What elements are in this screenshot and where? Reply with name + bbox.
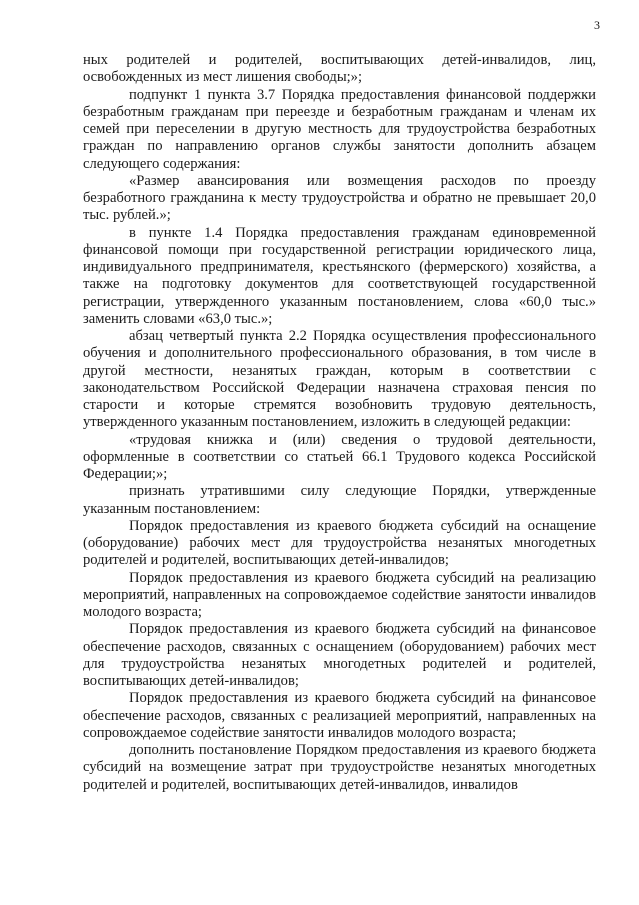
paragraph-repeal-item-4: Порядок предоставления из краевого бюджета субсидий на финансовое обеспечение расходов, связанных с реализацией мероприятий, направленных на сопровождаемое содействие занятости инвалидов молодого возраста; [83, 690, 596, 741]
page-number: 3 [594, 18, 600, 32]
paragraph-point-1-4: в пункте 1.4 Порядка предоставления гражданам единовременной финансовой помощи при государственной регистрации юридического лица, индивидуального предпринимателя, крестьянского (фермерского) хозяйства, а также на подготовку документов для соответствующей государственной регистрации, утвержденного указанным постановлением, слова «60,0 тыс.» заменить словами «63,0 тыс.»; [83, 224, 596, 327]
paragraph-repeal-item-1: Порядок предоставления из краевого бюджета субсидий на оснащение (оборудование) рабочих мест для трудоустройства незанятых многодетных родителей и родителей, воспитывающих детей-инвалидов; [83, 517, 596, 569]
paragraph-continuation: ных родителей и родителей, воспитывающих детей-инвалидов, лиц, освобожденных из мест лишения свободы;»; [83, 52, 596, 86]
paragraph-point-2-2: абзац четвертый пункта 2.2 Порядка осуществления профессионального обучения и дополнительного профессионального образования, в том числе в другой местности, незанятых граждан, которым в соответствии с законодательством Российской Федерации назначена страховая пенсия по старости и которые стремятся возобновить трудовую деятельность, утвержденного указанным постановлением, изложить в следующей редакции: [83, 328, 596, 431]
paragraph-repeal-item-2: Порядок предоставления из краевого бюджета субсидий на реализацию мероприятий, направленных на сопровождаемое содействие занятости инвалидов молодого возраста; [83, 569, 596, 620]
paragraph-quote-advance: «Размер авансирования или возмещения расходов по проезду безработного гражданина к месту трудоустройства и обратно не превышает 20,0 тыс. рублей.»; [83, 172, 596, 224]
paragraph-repeal-item-3: Порядок предоставления из краевого бюджета субсидий на финансовое обеспечение расходов, связанных с оснащением (оборудованием) рабочих мест для трудоустройства незанятых многодетных родителей и родителей, воспитывающих детей-инвалидов; [83, 621, 596, 689]
document-body [83, 52, 596, 794]
paragraph-subpoint-3-7: подпункт 1 пункта 3.7 Порядка предоставления финансовой поддержки безработным гражданам при переезде и безработным гражданам и членам их семей при переселении в другую местность для трудоустройства безработных граждан по направлению органов службы занятости дополнить абзацем следующего содержания: [83, 86, 596, 172]
paragraph-supplement: дополнить постановление Порядком предоставления из краевого бюджета субсидий на возмещение затрат при трудоустройстве незанятых многодетных родителей и родителей, воспитывающих детей-инвалидов, инвалидов [83, 742, 596, 793]
paragraph-repeal-intro: признать утратившими силу следующие Порядки, утвержденные указанным постановлением: [83, 483, 596, 517]
paragraph-quote-workbook: «трудовая книжка и (или) сведения о трудовой деятельности, оформленные в соответствии со статьей 66.1 Трудового кодекса Российской Федерации;»; [83, 431, 596, 482]
